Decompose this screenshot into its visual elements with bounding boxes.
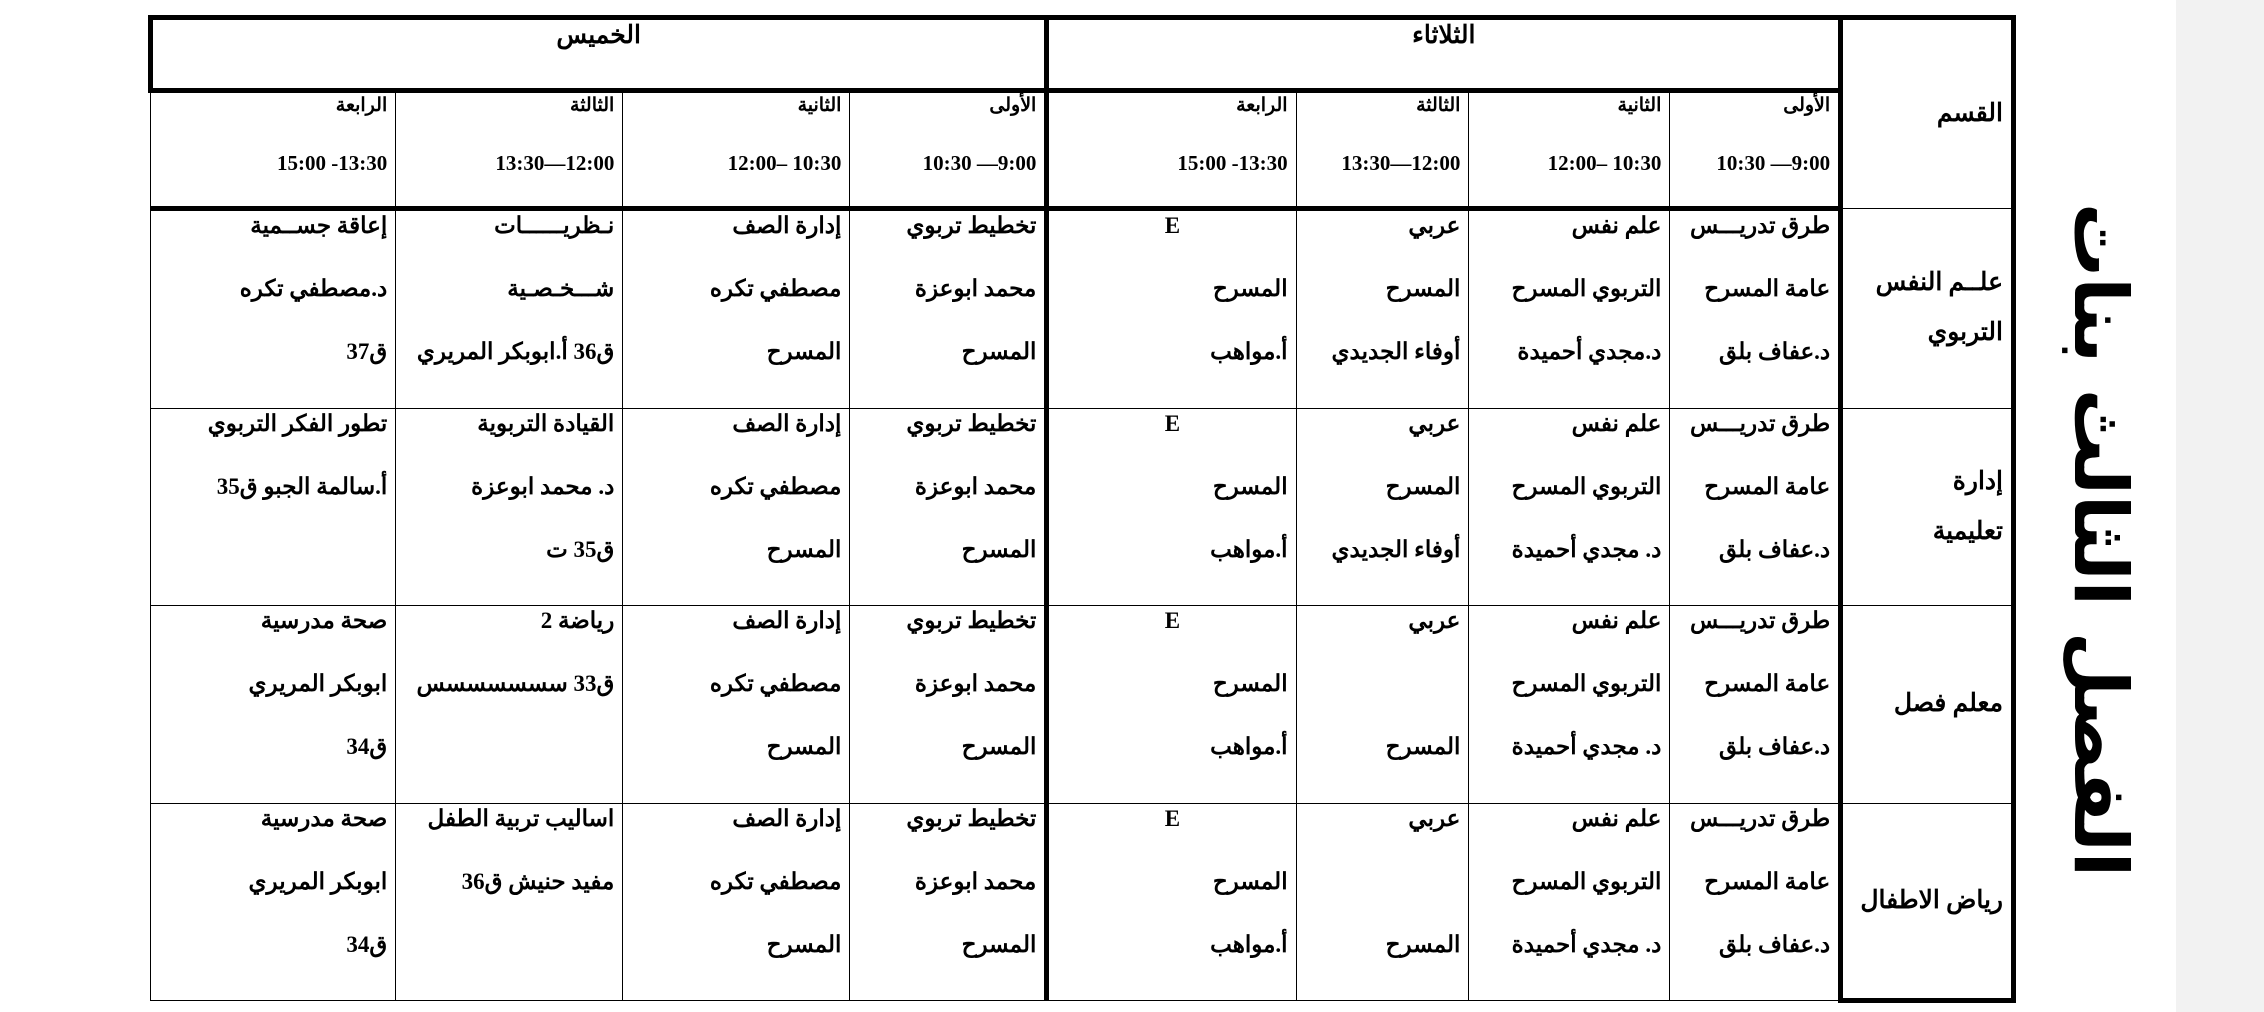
class-cell: تخطيط تربوي محمد ابوعزة المسرح xyxy=(850,803,1047,1000)
dept-cell: إدارة تعليمية xyxy=(1841,408,2014,605)
class-cell: القيادة التربوية د. محمد ابوعزة ق35 ت xyxy=(396,408,623,605)
day-header-thursday: الخميس xyxy=(151,18,1047,91)
slot-header: الثانية 10:30 –12:00 xyxy=(1469,91,1670,209)
day-header-tuesday: الثلاثاء xyxy=(1047,18,1841,91)
dept-cell: رياض الاطفال xyxy=(1841,803,2014,1000)
class-cell: E المسرح أ.مواهب xyxy=(1047,606,1296,803)
class-cell: عربي المسرح أوفاء الجديدي xyxy=(1296,209,1469,408)
table-row xyxy=(151,209,2014,408)
header-day-row xyxy=(151,18,2014,91)
class-cell: صحة مدرسية ابوبكر المريري ق34 xyxy=(151,803,396,1000)
class-cell: رياضة 2 ق33 سسسسسسس xyxy=(396,606,623,803)
header-slot-row xyxy=(151,91,2014,209)
class-cell: إدارة الصف مصطفي تكره المسرح xyxy=(623,408,850,605)
class-cell: إدارة الصف مصطفي تكره المسرح xyxy=(623,209,850,408)
class-cell: طرق تدريـــس عامة المسرح د.عفاف بلق xyxy=(1670,408,1841,605)
class-cell: تخطيط تربوي محمد ابوعزة المسرح xyxy=(850,606,1047,803)
class-cell: تخطيط تربوي محمد ابوعزة المسرح xyxy=(850,408,1047,605)
slot-header: الثانية 10:30 –12:00 xyxy=(623,91,850,209)
slot-header: الأولى 9:00— 10:30 xyxy=(850,91,1047,209)
class-cell: عربي المسرح xyxy=(1296,606,1469,803)
class-cell: تخطيط تربوي محمد ابوعزة المسرح xyxy=(850,209,1047,408)
class-cell: علم نفس التربوي المسرح د. مجدي أحميدة xyxy=(1469,606,1670,803)
slot-header: الرابعة 13:30- 15:00 xyxy=(151,91,396,209)
table-row xyxy=(151,408,2014,605)
class-cell: علم نفس التربوي المسرح د. مجدي أحميدة xyxy=(1469,803,1670,1000)
class-cell: E المسرح أ.مواهب xyxy=(1047,803,1296,1000)
class-cell: تطور الفكر التربوي أ.سالمة الجبو ق35 xyxy=(151,408,396,605)
class-cell: عربي المسرح xyxy=(1296,803,1469,1000)
class-cell: نـظريــــــات شـــخـصـية ق36 أ.ابوبكر المريري xyxy=(396,209,623,408)
class-cell: عربي المسرح أوفاء الجديدي xyxy=(1296,408,1469,605)
page-title-text: الفصل الثالث بنات xyxy=(2057,202,2143,878)
dept-cell: معلم فصل xyxy=(1841,606,2014,803)
class-cell: إعاقة جســمية د.مصطفي تكره ق37 xyxy=(151,209,396,408)
class-cell: طرق تدريـــس عامة المسرح د.عفاف بلق xyxy=(1670,803,1841,1000)
class-cell: علم نفس التربوي المسرح د. مجدي أحميدة xyxy=(1469,408,1670,605)
class-cell: إدارة الصف مصطفي تكره المسرح xyxy=(623,606,850,803)
slot-header: الرابعة 13:30- 15:00 xyxy=(1047,91,1296,209)
class-cell: E المسرح أ.مواهب xyxy=(1047,408,1296,605)
slot-header: الثالثة 12:00—13:30 xyxy=(1296,91,1469,209)
slot-header: الثالثة 12:00—13:30 xyxy=(396,91,623,209)
table-row xyxy=(151,803,2014,1000)
page-margin xyxy=(2176,0,2264,1012)
class-cell: E المسرح أ.مواهب xyxy=(1047,209,1296,408)
class-cell: اساليب تربية الطفل مفيد حنيش ق36 xyxy=(396,803,623,1000)
dept-cell: علــم النفس التربوي xyxy=(1841,209,2014,408)
class-cell: طرق تدريـــس عامة المسرح د.عفاف بلق xyxy=(1670,606,1841,803)
schedule-table xyxy=(148,15,2016,1003)
class-cell: علم نفس التربوي المسرح د.مجدي أحميدة xyxy=(1469,209,1670,408)
page-title xyxy=(2050,160,2150,920)
dept-header: القسم xyxy=(1841,18,2014,209)
slot-header: الأولى 9:00— 10:30 xyxy=(1670,91,1841,209)
class-cell: طرق تدريـــس عامة المسرح د.عفاف بلق xyxy=(1670,209,1841,408)
class-cell: صحة مدرسية ابوبكر المريري ق34 xyxy=(151,606,396,803)
class-cell: إدارة الصف مصطفي تكره المسرح xyxy=(623,803,850,1000)
table-row xyxy=(151,606,2014,803)
